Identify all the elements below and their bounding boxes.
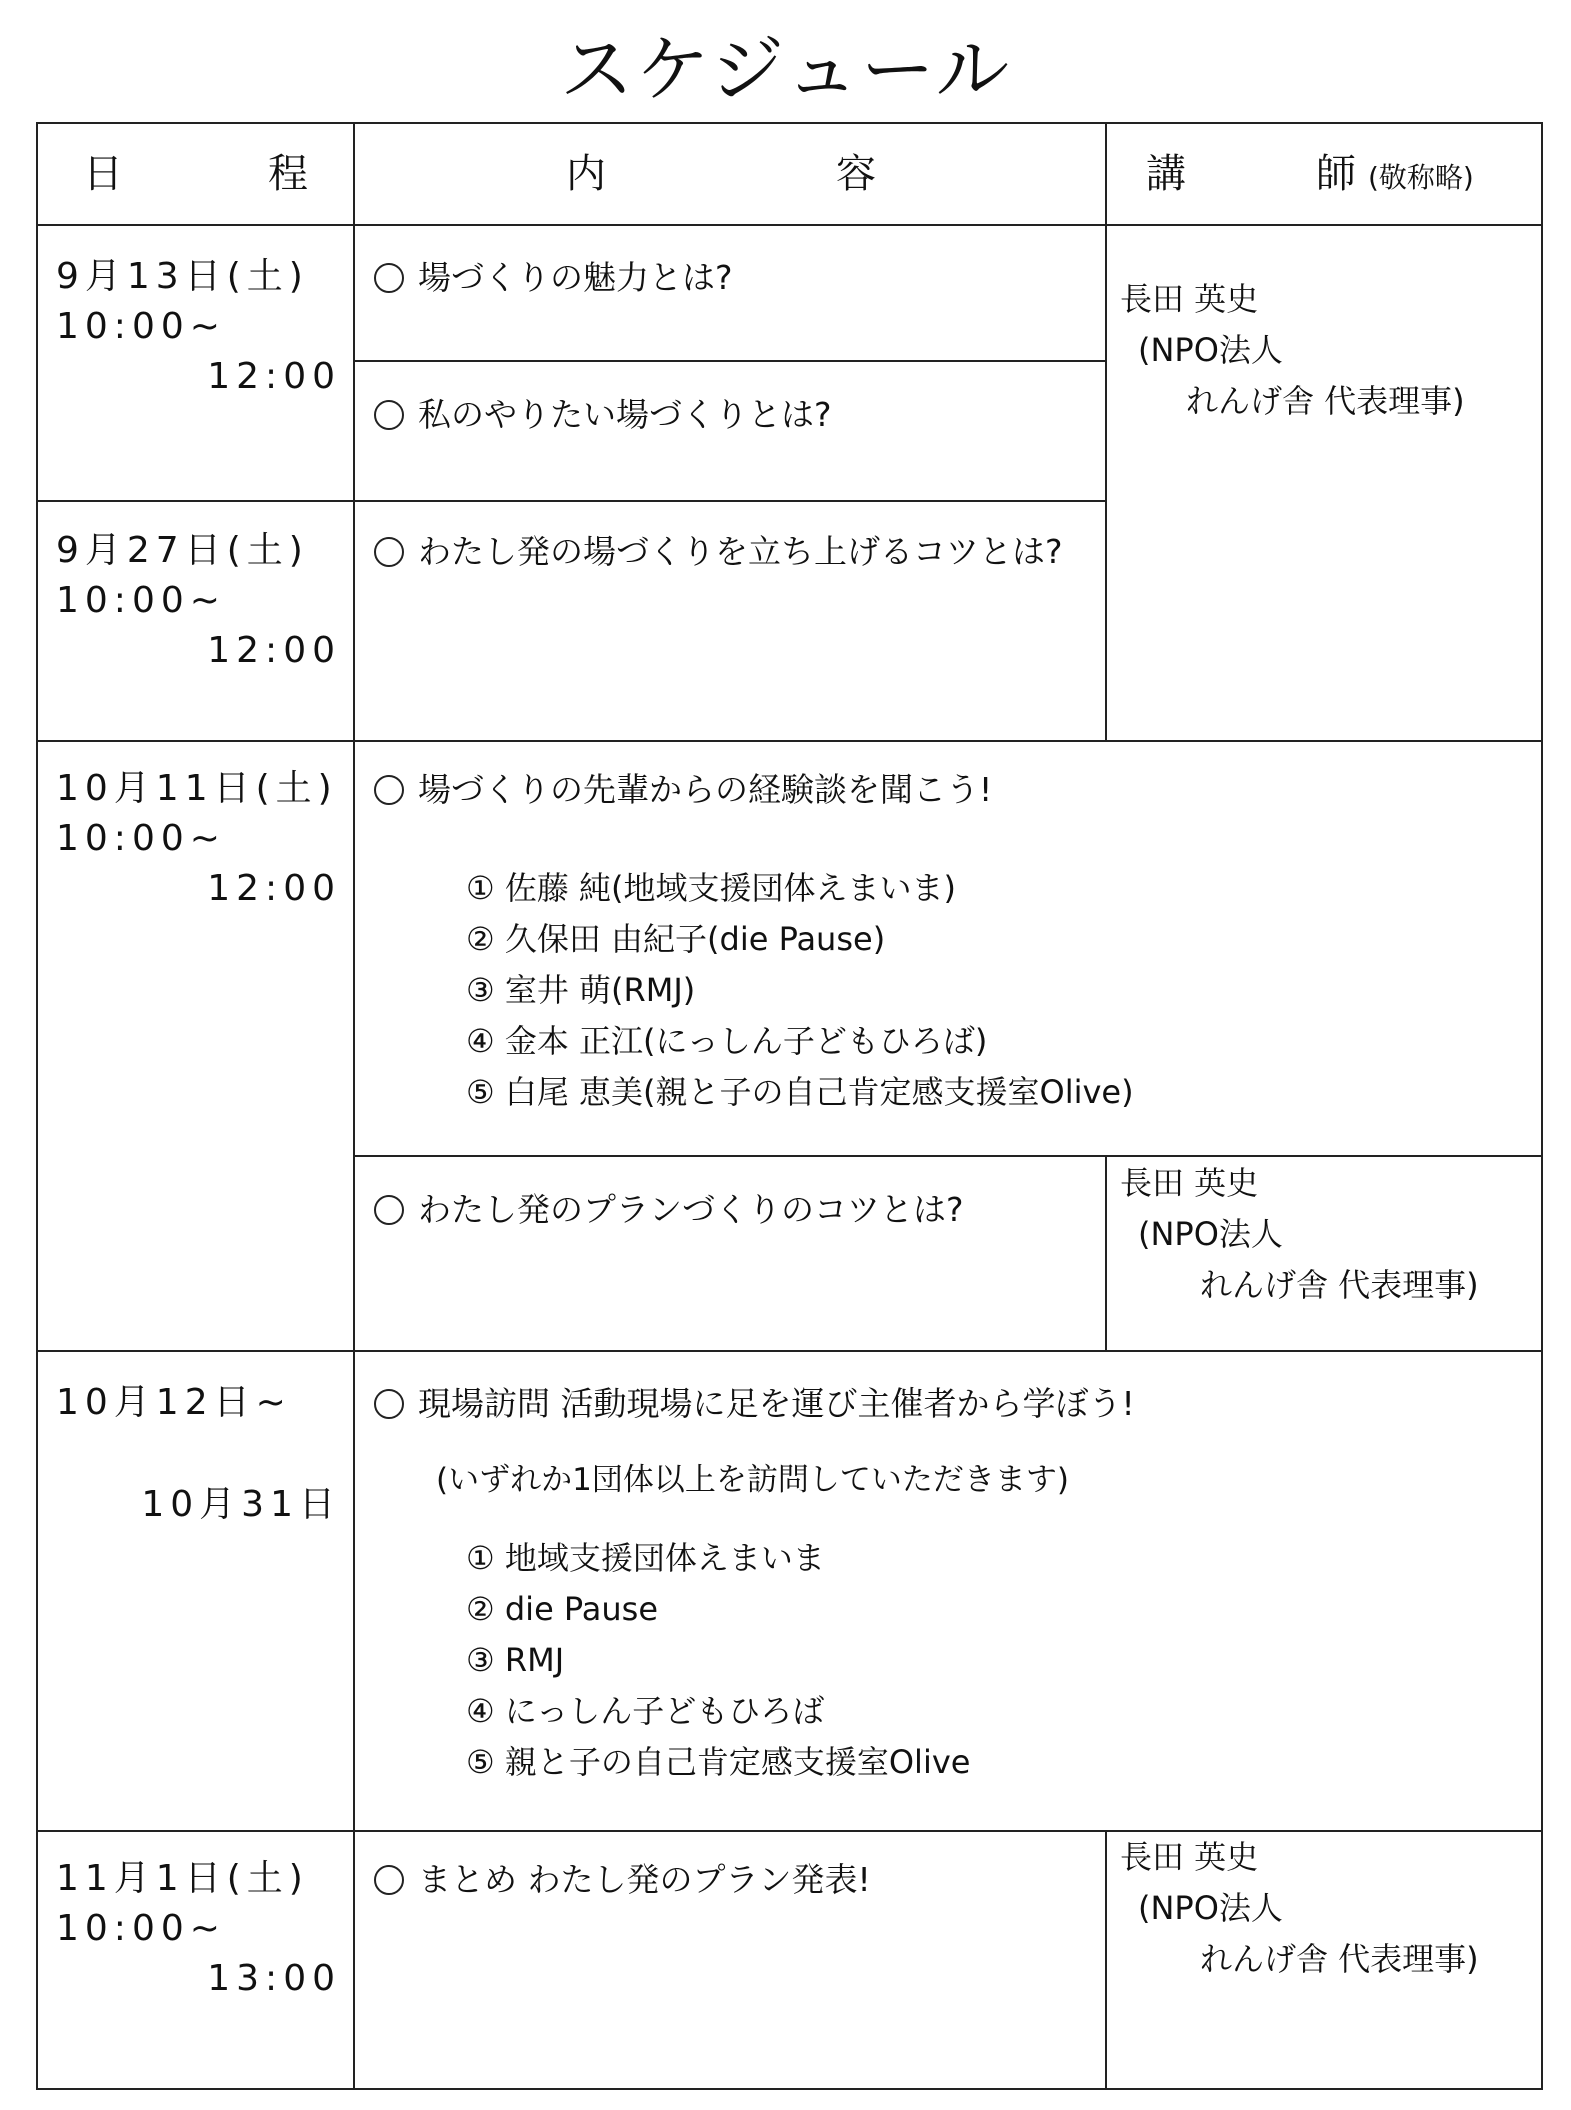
lecturer-org-line-1: (NPO法人: [1138, 331, 1283, 369]
session-5-date: 11月1日(土) 10:00~ 13:00: [56, 1858, 341, 1999]
session-2-date: 9月27日(土) 10:00~ 12:00: [56, 530, 341, 671]
lecturer-session-5: [1120, 1832, 1530, 1985]
item-divider-session1: [353, 360, 1105, 362]
lecturer-org-line-2: れんげ舎 代表理事): [1186, 382, 1465, 420]
place-2: ② die Pause: [466, 1590, 659, 1628]
circle-bullet: [374, 263, 404, 293]
session-4-date: 10月12日~ 10月31日: [56, 1382, 341, 1525]
circle-bullet: [374, 400, 404, 430]
circle-bullet: [374, 1389, 404, 1419]
place-1: ① 地域支援団体えまいま: [466, 1539, 825, 1577]
lecturer-name: 長田 英史: [1120, 1838, 1259, 1876]
page-title: スケジュール: [559, 27, 1012, 113]
place-3: ③ RMJ: [466, 1641, 565, 1679]
lecturer-org-line-1: (NPO法人: [1138, 1889, 1283, 1927]
place-5: ⑤ 親と子の自己肯定感支援室Olive: [466, 1743, 971, 1781]
session-3-item-2: わたし発のプランづくりのコツとは?: [374, 1190, 964, 1230]
speaker-4: ④ 金本 正江(にっしん子どもひろば): [466, 1022, 988, 1060]
session-4-item-1: 現場訪問 活動現場に足を運び主催者から学ぼう!: [374, 1384, 1135, 1424]
session-1-item-2: 私のやりたい場づくりとは?: [374, 395, 832, 435]
session-2-item-1: わたし発の場づくりを立ち上げるコツとは?: [374, 532, 1063, 572]
header-schedule-char-2: 程: [268, 151, 308, 197]
item-divider-session3: [353, 1155, 1541, 1157]
column-divider-1: [353, 124, 355, 2088]
header-schedule-char-1: 日: [83, 151, 123, 197]
place-4: ④ にっしん子どもひろば: [466, 1692, 825, 1730]
schedule-table: [36, 122, 1543, 2090]
circle-bullet: [374, 775, 404, 805]
session-3-item-1: 場づくりの先輩からの経験談を聞こう!: [374, 770, 992, 810]
column-divider-2-top: [1105, 124, 1107, 740]
row-divider-2: [38, 740, 1541, 742]
session-3-speakers: [466, 863, 1134, 1118]
session-1-item-1: 場づくりの魅力とは?: [374, 258, 733, 298]
session-1-date: 9月13日(土) 10:00~ 12:00: [56, 256, 341, 397]
header-lecturer-note: (敬称略): [1368, 161, 1474, 194]
header-lecturer-char-2: 師: [1316, 151, 1356, 197]
header-divider: [38, 224, 1541, 226]
header-content: [566, 151, 966, 199]
speaker-2: ② 久保田 由紀子(die Pause): [466, 920, 886, 958]
header-schedule: [83, 151, 343, 199]
header-lecturer-char-1: 講: [1146, 151, 1186, 197]
lecturer-sessions-1-2: [1120, 274, 1530, 427]
session-4-note: (いずれか1団体以上を訪問していただきます): [436, 1462, 1069, 1498]
circle-bullet: [374, 1865, 404, 1895]
speaker-5: ⑤ 白尾 恵美(親と子の自己肯定感支援室Olive): [466, 1073, 1134, 1111]
lecturer-session-3: [1120, 1158, 1530, 1311]
session-3-date: 10月11日(土) 10:00~ 12:00: [56, 768, 341, 909]
header-content-char-2: 容: [836, 151, 876, 197]
circle-bullet: [374, 537, 404, 567]
lecturer-name: 長田 英史: [1120, 280, 1259, 318]
session-4-places: [466, 1533, 970, 1788]
lecturer-name: 長田 英史: [1120, 1164, 1259, 1202]
row-divider-1: [38, 500, 1105, 502]
speaker-1: ① 佐藤 純(地域支援団体えまいま): [466, 869, 957, 907]
session-5-item-1: まとめ わたし発のプラン発表!: [374, 1860, 871, 1900]
lecturer-org-line-1: (NPO法人: [1138, 1215, 1283, 1253]
speaker-3: ③ 室井 萌(RMJ): [466, 971, 696, 1009]
header-lecturer: [1146, 151, 1541, 199]
column-divider-2-session3: [1105, 1155, 1107, 1350]
circle-bullet: [374, 1195, 404, 1225]
lecturer-org-line-2: れんげ舎 代表理事): [1200, 1266, 1479, 1304]
column-divider-2-session5: [1105, 1830, 1107, 2088]
lecturer-org-line-2: れんげ舎 代表理事): [1200, 1940, 1479, 1978]
header-content-char-1: 内: [566, 151, 606, 197]
row-divider-3: [38, 1350, 1541, 1352]
